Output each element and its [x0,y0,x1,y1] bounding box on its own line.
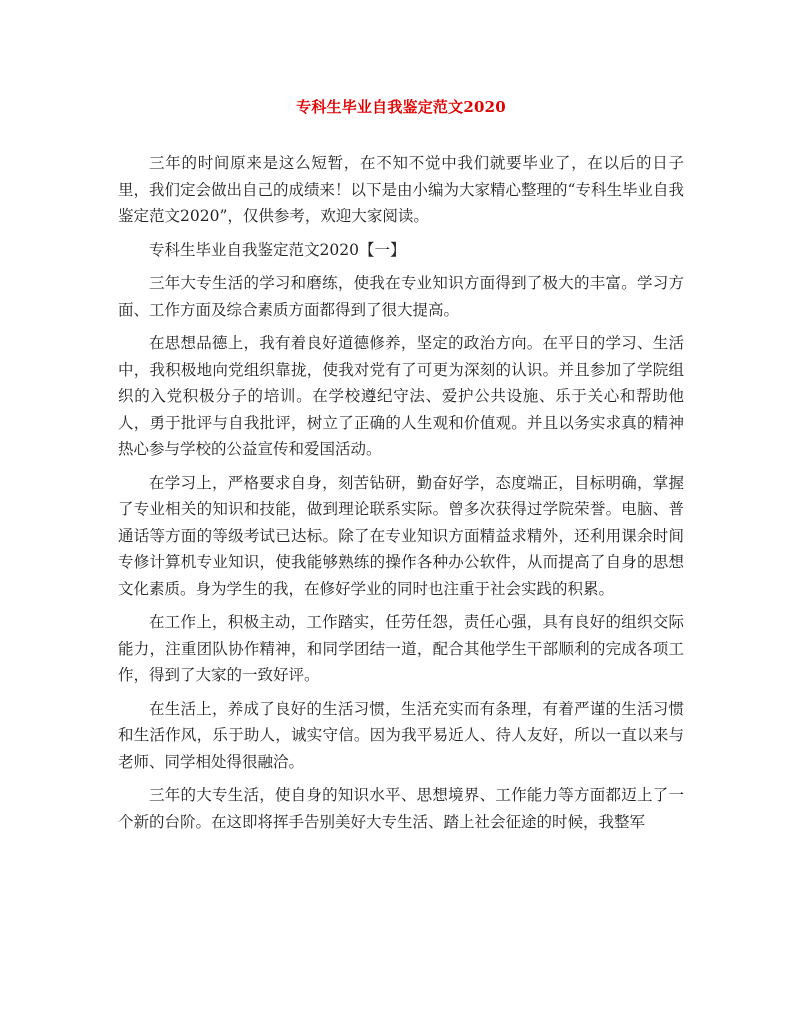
paragraph-summary: 三年大专生活的学习和磨练，使我在专业知识方面得到了极大的丰富。学习方面、工作方面及综合素质方面都得到了很大提高。 [118,274,684,319]
document-title: 专科生毕业自我鉴定范文2020 [296,98,506,116]
document-page [118,0,684,1035]
paragraph-life: 在生活上，养成了良好的生活习惯，生活充实而有条理，有着严谨的生活习惯和生活作风，乐于助人，诚实守信。因为我平易近人、待人友好，所以一直以来与老师、同学相处得很融洽。 [118,699,684,771]
paragraph-ideology: 在思想品德上，我有着良好道德修养，坚定的政治方向。在平日的学习、生活中，我积极地向党组织靠拢，使我对党有了可更为深刻的认识。并且参加了学院组织的入党积极分子的培训。在学校遵纪守法、爱护公共设施、乐于关心和帮助他人，勇于批评与自我批评，树立了正确的人生观和价值观。并且以务实求真的精神热心参与学校的公益宣传和爱国活动。 [118,334,684,458]
paragraph-intro: 三年的时间原来是这么短暂，在不知不觉中我们就要毕业了，在以后的日子里，我们定会做出自己的成绩来！以下是由小编为大家精心整理的“专科生毕业自我鉴定范文2020”，仅供参考，欢迎大家阅读。 [118,154,684,225]
paragraph-conclusion: 三年的大专生活，使自身的知识水平、思想境界、工作能力等方面都迈上了一个新的台阶。在这即将挥手告别美好大专生活、踏上社会征途的时候，我整军 [118,786,684,831]
section-heading: 专科生毕业自我鉴定范文2020【一】 [149,240,406,259]
paragraph-study: 在学习上，严格要求自身，刻苦钻研，勤奋好学，态度端正，目标明确，掌握了专业相关的知识和技能，做到理论联系实际。曾多次获得过学院荣誉。电脑、普通话等方面的等级考试已达标。除了在专业知识方面精益求精外，还利用课余时间专修计算机专业知识，使我能够熟练的操作各种办公软件，从而提高了自身的思想文化素质。身为学生的我，在修好学业的同时也注重于社会实践的积累。 [118,473,684,598]
paragraph-work: 在工作上，积极主动，工作踏实，任劳任怨，责任心强，具有良好的组织交际能力，注重团队协作精神，和同学团结一道，配合其他学生干部顺利的完成各项工作，得到了大家的一致好评。 [118,613,684,684]
document-body [118,150,684,842]
